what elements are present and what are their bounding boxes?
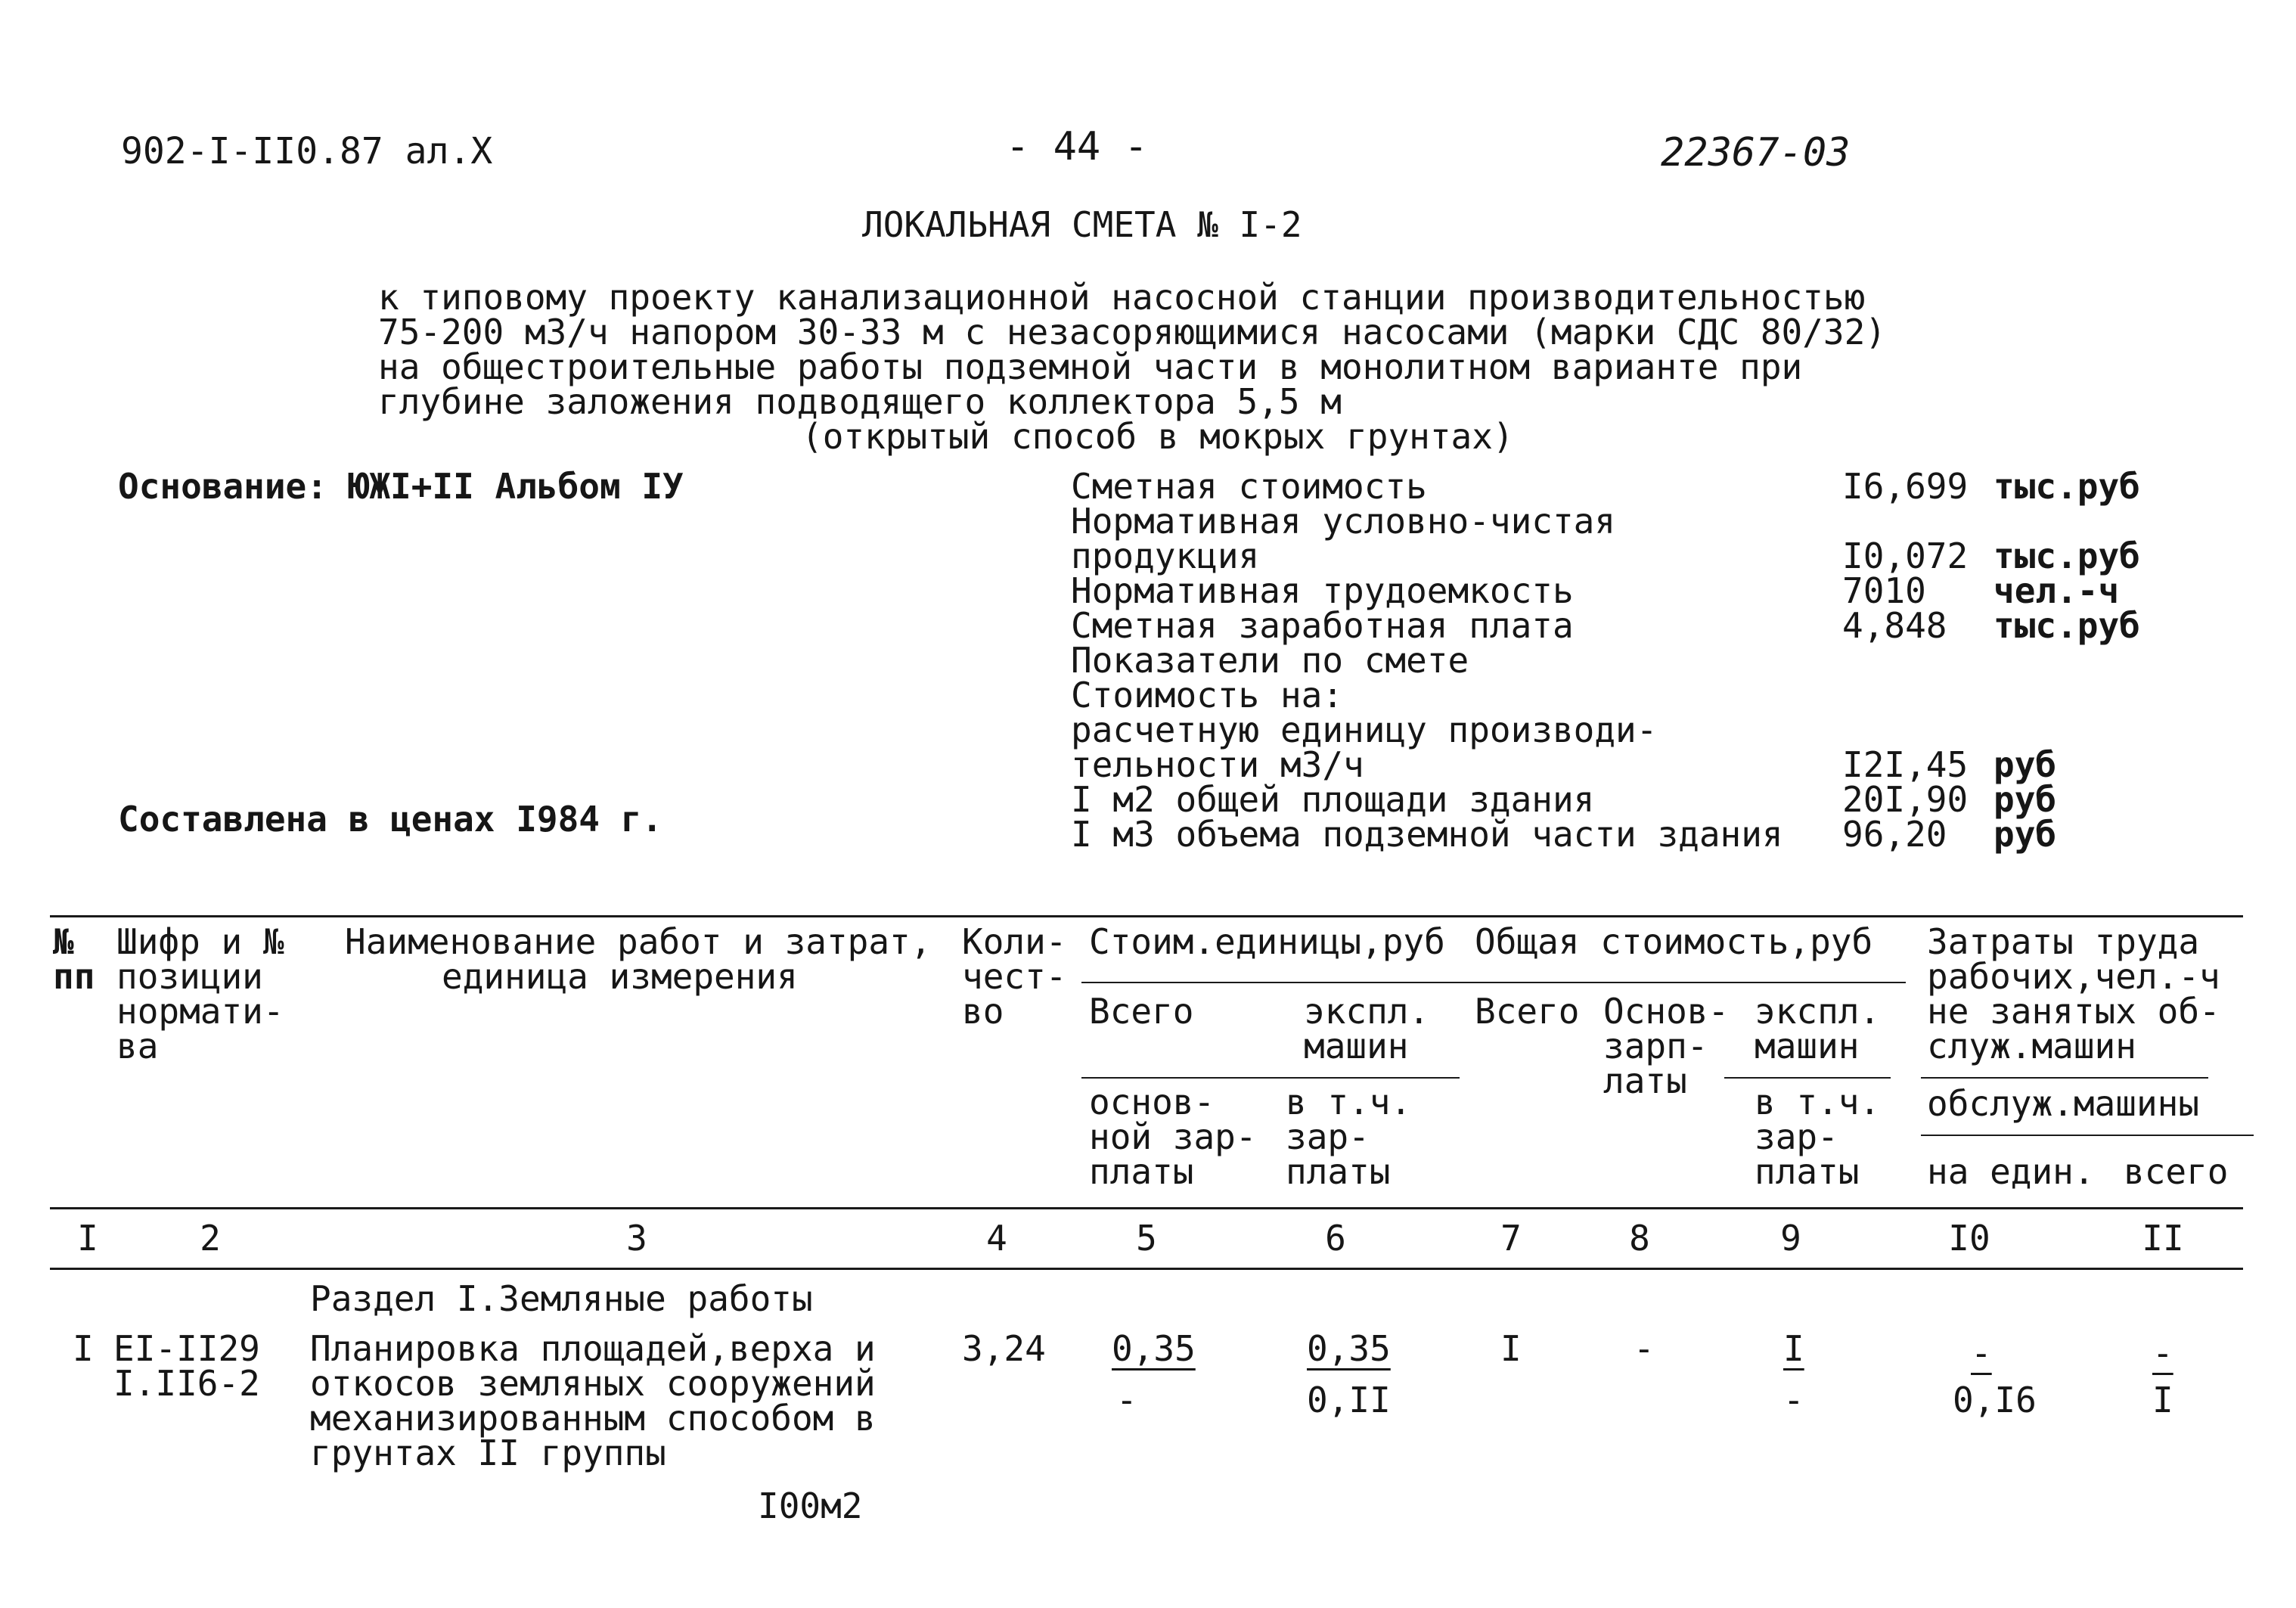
summary-values xyxy=(1842,466,1969,855)
header-text: платы xyxy=(1286,1151,1391,1192)
header-text: платы xyxy=(1089,1151,1194,1192)
header-col-code xyxy=(116,921,284,1066)
summary-value xyxy=(1842,504,1968,539)
header-rule xyxy=(1921,1135,2254,1136)
row-labor-total: I xyxy=(2152,1380,2173,1420)
subtitle-line: на общестроительные работы подземной части в монолитном варианте при xyxy=(378,346,1803,387)
header-text: не занятых об- xyxy=(1927,991,2220,1032)
column-number: 2 xyxy=(200,1218,221,1259)
summary-labels xyxy=(1071,466,1783,855)
header-text: машин xyxy=(1304,1026,1409,1066)
summary-value xyxy=(1842,678,1968,712)
row-unit: I00м2 xyxy=(758,1485,863,1526)
header-text: платы xyxy=(1755,1151,1860,1192)
summary-value: I0,072 xyxy=(1842,535,1969,576)
header-text: служ.машин xyxy=(1927,1026,2136,1066)
code-line: I.II6-2 xyxy=(113,1363,260,1404)
row-unit-base-wage: - xyxy=(1116,1380,1137,1420)
summary-unit: руб xyxy=(1993,744,2057,785)
column-number: 4 xyxy=(986,1218,1007,1259)
summary-label: Стоимость на: xyxy=(1071,675,1344,716)
header-text: Шифр и № xyxy=(116,921,284,962)
summary-unit: тыс.руб xyxy=(1993,466,2140,507)
header-labor xyxy=(1927,921,2220,1066)
row-unit-total: 0,35 xyxy=(1112,1328,1196,1369)
summary-label: тельности м3/ч xyxy=(1071,744,1364,785)
section-title: Раздел I.Земляные работы xyxy=(310,1278,813,1319)
header-text: машин xyxy=(1755,1026,1860,1066)
summary-value: 4,848 xyxy=(1842,605,1947,646)
summary-unit xyxy=(1993,643,2140,678)
header-text: зар- xyxy=(1286,1116,1370,1157)
summary-unit: тыс.руб xyxy=(1993,605,2140,646)
header-text: ва xyxy=(116,1026,159,1066)
name-line: откосов земляных сооружений xyxy=(310,1363,876,1404)
table-top-rule xyxy=(50,915,2243,917)
summary-value xyxy=(1842,712,1968,747)
header-text: чест- xyxy=(962,956,1067,997)
doc-number: 22367-03 xyxy=(1661,130,1851,175)
header-unit-cost: Стоим.единицы,руб xyxy=(1089,921,1445,962)
column-number: II xyxy=(2142,1218,2184,1259)
header-text: Наименование работ и затрат, xyxy=(345,921,932,962)
row-number: I xyxy=(73,1328,94,1369)
page-title: ЛОКАЛЬНАЯ СМЕТА № I-2 xyxy=(862,204,1302,245)
row-labor-unit-top: - xyxy=(1971,1333,1992,1374)
summary-label: Сметная стоимость xyxy=(1071,466,1427,507)
summary-unit: тыс.руб xyxy=(1993,535,2140,576)
summary-value xyxy=(1842,643,1968,678)
header-col11: всего xyxy=(2124,1151,2229,1192)
header-text: позиции xyxy=(116,956,263,997)
doc-code: 902-I-II0.87 ал.X xyxy=(121,130,493,172)
row-labor-unit: 0,I6 xyxy=(1953,1380,2037,1420)
summary-label: Нормативная условно-чистая xyxy=(1071,501,1616,542)
row-qty: 3,24 xyxy=(962,1328,1046,1369)
header-text: экспл. xyxy=(1755,991,1881,1032)
header-text: зарп- xyxy=(1603,1026,1708,1066)
header-text: экспл. xyxy=(1304,991,1430,1032)
header-text: во xyxy=(962,991,1004,1032)
row-total-base-wage: - xyxy=(1634,1328,1655,1369)
header-rule xyxy=(1081,1077,1460,1079)
row-code xyxy=(113,1328,260,1404)
header-col8 xyxy=(1603,991,1730,1101)
row-unit-machine: 0,35 xyxy=(1307,1328,1391,1369)
header-text: рабочих,чел.-ч xyxy=(1927,956,2220,997)
summary-value: I6,699 xyxy=(1842,466,1969,507)
summary-label: I м3 объема подземной части здания xyxy=(1071,814,1783,855)
column-number: 6 xyxy=(1325,1218,1346,1259)
summary-label: I м2 общей площади здания xyxy=(1071,779,1595,820)
summary-unit xyxy=(1993,504,2140,539)
page-number: - 44 - xyxy=(1006,124,1148,169)
header-total-cost: Общая стоимость,руб xyxy=(1475,921,1873,962)
column-number: 7 xyxy=(1500,1218,1522,1259)
header-rule xyxy=(1921,1077,2208,1079)
row-total: I xyxy=(1500,1328,1522,1369)
header-text: нормати- xyxy=(116,991,284,1032)
name-line: Планировка площадей,верха и xyxy=(310,1328,876,1369)
header-rule xyxy=(1724,1077,1891,1079)
row-name xyxy=(310,1328,876,1473)
header-col10: на един. xyxy=(1927,1151,2095,1192)
header-text: единица измерения xyxy=(442,956,798,997)
summary-unit xyxy=(1993,712,2140,747)
header-col9-bottom xyxy=(1755,1082,1881,1192)
header-bottom-rule xyxy=(50,1207,2243,1209)
prices-note: Составлена в ценах I984 г. xyxy=(118,799,663,840)
summary-label: Нормативная трудоемкость xyxy=(1071,570,1574,611)
summary-label: продукция xyxy=(1071,535,1260,576)
name-line: механизированным способом в xyxy=(310,1398,876,1439)
row-total-machine: I xyxy=(1783,1328,1804,1369)
summary-unit xyxy=(1993,678,2140,712)
summary-unit: руб xyxy=(1993,814,2057,855)
summary-value: 96,20 xyxy=(1842,814,1947,855)
header-col-num xyxy=(53,921,95,997)
colnum-bottom-rule xyxy=(50,1268,2243,1270)
column-number: I0 xyxy=(1948,1218,1990,1259)
header-text: Коли- xyxy=(962,921,1067,962)
summary-unit: руб xyxy=(1993,779,2057,820)
basis: Основание: ЮЖI+II Альбом IУ xyxy=(118,466,684,507)
row-labor-total-top: - xyxy=(2152,1333,2173,1374)
header-text: в т.ч. xyxy=(1755,1082,1881,1122)
header-col9-top xyxy=(1755,991,1881,1066)
subtitle xyxy=(378,277,1886,457)
name-line: грунтах II группы xyxy=(310,1433,666,1473)
code-line: EI-II29 xyxy=(113,1328,260,1369)
header-col-name xyxy=(345,921,932,997)
column-number: 8 xyxy=(1629,1218,1650,1259)
header-col5-bottom xyxy=(1089,1082,1257,1192)
summary-label: расчетную единицу производи- xyxy=(1071,709,1658,750)
column-number: 9 xyxy=(1780,1218,1801,1259)
header-text: в т.ч. xyxy=(1286,1082,1412,1122)
summary-value: 7010 xyxy=(1842,570,1926,611)
header-text: Затраты труда xyxy=(1927,921,2200,962)
header-col6-top xyxy=(1304,991,1430,1066)
summary-units xyxy=(1993,466,2140,855)
column-number: 3 xyxy=(626,1218,647,1259)
column-number: 5 xyxy=(1136,1218,1157,1259)
subtitle-line: глубине заложения подводящего коллектора 5,5 м xyxy=(378,381,1342,422)
subtitle-line: (открытый способ в мокрых грунтах) xyxy=(802,416,1514,457)
header-text: латы xyxy=(1603,1060,1687,1101)
header-text: Основ- xyxy=(1603,991,1730,1032)
summary-value: 20I,90 xyxy=(1842,779,1969,820)
subtitle-line: к типовому проекту канализационной насосной станции производительностью xyxy=(378,277,1866,318)
header-rule xyxy=(1081,982,1906,983)
column-number: I xyxy=(77,1218,98,1259)
row-total-machine-wage: - xyxy=(1783,1380,1804,1420)
header-text: № xyxy=(53,921,74,962)
header-col5-top: Всего xyxy=(1089,991,1194,1032)
header-text: зар- xyxy=(1755,1116,1838,1157)
summary-unit: чел.-ч xyxy=(1993,570,2120,611)
header-text: основ- xyxy=(1089,1082,1215,1122)
summary-value: I2I,45 xyxy=(1842,744,1969,785)
subtitle-line: 75-200 м3/ч напором 30-33 м с незасоряющимися насосами (марки СДС 80/32) xyxy=(378,312,1886,352)
summary-label: Сметная заработная плата xyxy=(1071,605,1574,646)
row-unit-machine-wage: 0,II xyxy=(1307,1380,1391,1420)
header-col7: Всего xyxy=(1475,991,1580,1032)
header-col6-bottom xyxy=(1286,1082,1412,1192)
header-col-qty xyxy=(962,921,1067,1032)
header-text: пп xyxy=(53,956,95,997)
header-text: ной зар- xyxy=(1089,1116,1257,1157)
header-labor-sub: обслуж.машины xyxy=(1927,1083,2200,1124)
summary-label: Показатели по смете xyxy=(1071,640,1469,681)
